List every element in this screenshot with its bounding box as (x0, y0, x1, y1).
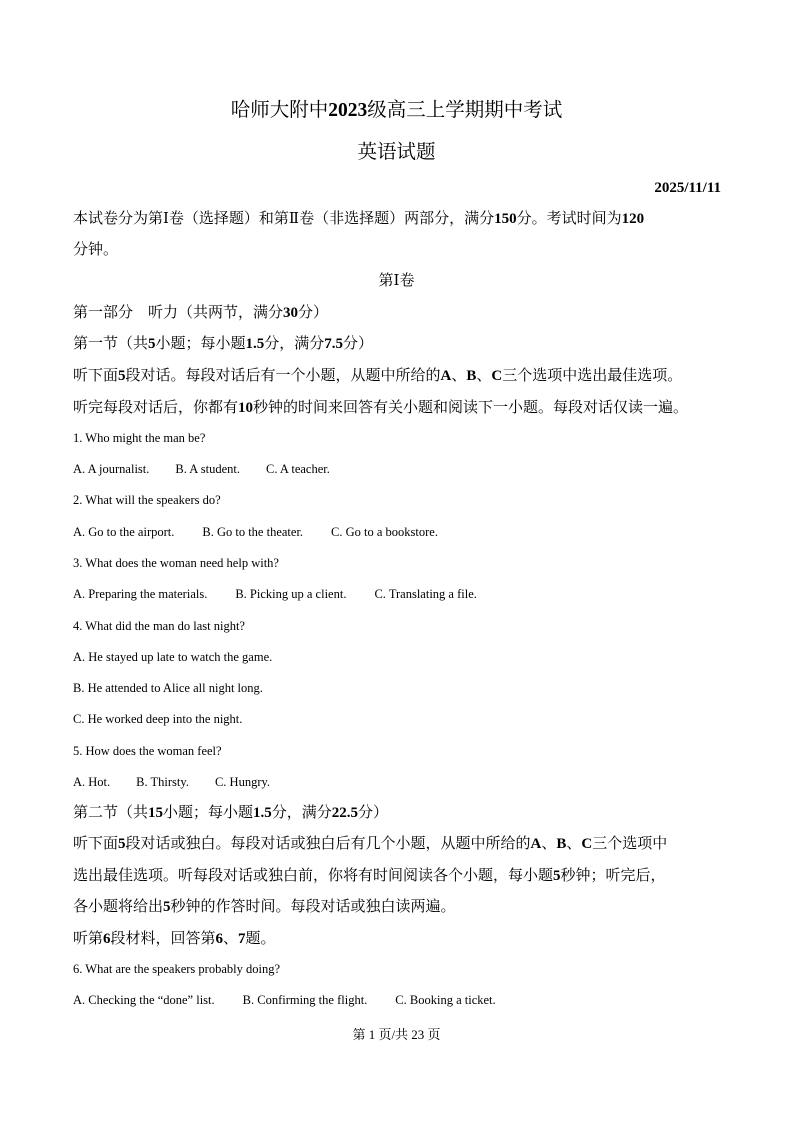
part1-text-b: 分） (298, 305, 329, 321)
title-school: 哈师大附中 (230, 100, 329, 121)
material6-text-a: 听第 (73, 931, 104, 947)
option[interactable]: B. Go to the theater. (202, 525, 304, 539)
option[interactable]: C. Booking a ticket. (395, 993, 496, 1007)
section1-heading (73, 334, 373, 354)
question-2-options (73, 522, 438, 542)
instr2-sep-1: 、 (541, 836, 557, 852)
option[interactable]: A. Checking the “done” list. (73, 993, 215, 1007)
question-1-options (73, 459, 330, 479)
intro-text-2: 分。考试时间为 (516, 211, 622, 227)
exam-subtitle: 英语试题 (357, 142, 436, 163)
section1-text-a: 第一节（共 (73, 336, 149, 352)
instr1-text-e: 秒钟的时间来回答有关小题和阅读下一小题。每段对话仅读一遍。 (253, 400, 689, 416)
instr2-opt-a: A (530, 836, 542, 852)
instr2-line-2 (73, 866, 666, 886)
title-year: 2023 (328, 100, 368, 121)
option[interactable]: A. Hot. (73, 775, 111, 789)
material6-number: 6 (103, 931, 111, 947)
instr2-line-3 (73, 897, 456, 917)
section1-count: 5 (148, 336, 156, 352)
instr2-line-1 (73, 834, 667, 854)
section1-text-b: 小题；每小题 (155, 336, 246, 352)
instr1-count: 5 (118, 368, 126, 384)
instr1-opt-c: C (491, 368, 503, 384)
option[interactable]: A. Go to the airport. (73, 525, 175, 539)
question-3: 3. What does the woman need help with? (73, 556, 279, 570)
intro-time: 120 (621, 211, 645, 227)
instr2-text-b: 段对话或独白。每段对话或独白后有几个小题，从题中所给的 (125, 836, 531, 852)
instr2-text-e: 秒钟；听完后， (560, 868, 666, 884)
question-4: 4. What did the man do last night? (73, 619, 245, 633)
option[interactable]: C. A teacher. (266, 462, 330, 476)
option[interactable]: C. Translating a file. (374, 587, 477, 601)
option[interactable]: B. A student. (175, 462, 240, 476)
part1-text-a: 第一部分 听力（共两节，满分 (73, 305, 284, 321)
part1-score: 30 (283, 305, 299, 321)
section2-total: 22.5 (331, 805, 359, 821)
question-1: 1. Who might the man be? (73, 431, 206, 445)
option[interactable]: B. Picking up a client. (235, 587, 347, 601)
option[interactable]: B. He attended to Alice all night long. (73, 681, 263, 695)
option[interactable]: B. Thirsty. (136, 775, 189, 789)
instr2-opt-b: B (556, 836, 567, 852)
instr2-text-f: 各小题将给出 (73, 899, 164, 915)
section2-each: 1.5 (253, 805, 272, 821)
instr2-count: 5 (118, 836, 126, 852)
instr1-line-2 (73, 398, 688, 418)
section1-text-c: 分，满分 (264, 336, 325, 352)
material-6-heading (73, 929, 276, 949)
option[interactable]: C. Go to a bookstore. (331, 525, 438, 539)
part1-heading (73, 303, 328, 323)
section2-text-a: 第二节（共 (73, 805, 149, 821)
instr1-opt-b: B (466, 368, 477, 384)
section2-heading (73, 803, 388, 823)
question-5-options (73, 772, 270, 792)
instr1-text-a: 听下面 (73, 368, 119, 384)
option[interactable]: C. He worked deep into the night. (73, 712, 243, 726)
section2-count: 15 (148, 805, 164, 821)
intro-line-2: 分钟。 (73, 242, 119, 258)
option[interactable]: A. He stayed up late to watch the game. (73, 650, 273, 664)
instr2-text-a: 听下面 (73, 836, 119, 852)
section2-text-c: 分，满分 (271, 805, 332, 821)
section2-text-b: 小题；每小题 (163, 805, 254, 821)
instr2-text-g: 秒钟的作答时间。每段对话或独白读两遍。 (170, 899, 456, 915)
instr1-sep-2: 、 (476, 368, 492, 384)
instr1-line-1 (73, 366, 682, 386)
instr2-seconds-1: 5 (553, 868, 561, 884)
question-5: 5. How does the woman feel? (73, 744, 222, 758)
instr1-seconds: 10 (238, 400, 254, 416)
material6-q2: 7 (238, 931, 246, 947)
material6-q1: 6 (215, 931, 224, 947)
instr1-opt-a: A (440, 368, 452, 384)
section1-each: 1.5 (245, 336, 265, 352)
material6-text-b: 段材料，回答第 (110, 931, 216, 947)
page-footer: 第 1 页/共 23 页 (352, 1027, 441, 1042)
material6-text-c: 题。 (245, 931, 276, 947)
title-rest: 级高三上学期期中考试 (367, 100, 563, 121)
intro-line-1 (73, 209, 644, 229)
instr2-seconds-2: 5 (163, 899, 171, 915)
instr2-opt-c: C (581, 836, 593, 852)
instr1-text-d: 听完每段对话后，你都有 (73, 400, 239, 416)
option[interactable]: B. Confirming the flight. (242, 993, 368, 1007)
section1-text-d: 分） (343, 336, 374, 352)
section1-total: 7.5 (324, 336, 344, 352)
intro-score: 150 (494, 211, 517, 227)
section2-text-d: 分） (358, 805, 389, 821)
question-6: 6. What are the speakers probably doing? (73, 962, 280, 976)
option[interactable]: A. A journalist. (73, 462, 150, 476)
question-3-options (73, 584, 477, 604)
instr1-text-b: 段对话。每段对话后有一个小题，从题中所给的 (125, 368, 441, 384)
volume-heading: 第Ⅰ卷 (378, 273, 415, 289)
instr2-sep-2: 、 (566, 836, 582, 852)
instr1-text-c: 三个选项中选出最佳选项。 (502, 368, 683, 384)
instr2-text-d: 选出最佳选项。听每段对话或独白前，你将有时间阅读各个小题，每小题 (73, 868, 554, 884)
instr2-text-c: 三个选项中 (592, 836, 668, 852)
instr1-sep-1: 、 (451, 368, 467, 384)
material6-sep: 、 (223, 931, 239, 947)
question-2: 2. What will the speakers do? (73, 493, 221, 507)
question-6-options (73, 990, 496, 1010)
intro-text-1: 本试卷分为第Ⅰ卷（选择题）和第Ⅱ卷（非选择题）两部分，满分 (73, 211, 495, 227)
option[interactable]: C. Hungry. (214, 775, 271, 789)
option[interactable]: A. Preparing the materials. (73, 587, 208, 601)
exam-date: 2025/11/11 (654, 180, 721, 196)
exam-title (0, 98, 793, 124)
